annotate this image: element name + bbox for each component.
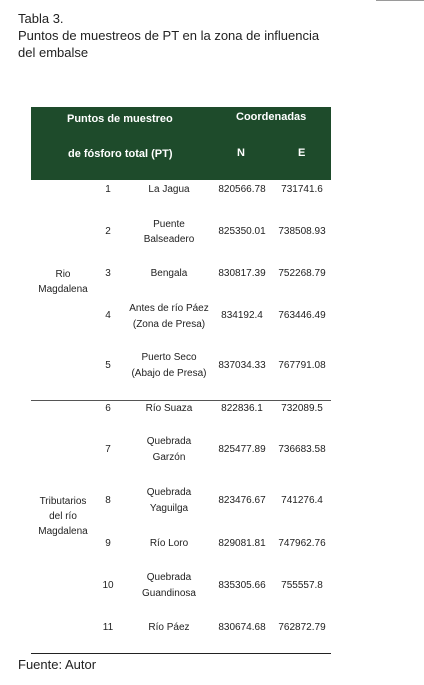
header-sample-points-line-1: Puntos de muestreo — [67, 113, 173, 125]
row-coord-n: 823476.67 — [218, 495, 266, 506]
row-coord-e: 752268.79 — [278, 268, 326, 279]
row-point-name: Río Loro — [149, 538, 189, 549]
row-number: 4 — [105, 310, 111, 321]
group-rio-magdalena — [31, 267, 95, 297]
caption-title-line-2: del embalse — [18, 45, 89, 60]
row-coord-n: 822836.1 — [221, 403, 263, 414]
row-coord-e: 741276.4 — [281, 495, 323, 506]
row-coord-e: 732089.5 — [281, 403, 323, 414]
row-point-name: Quebrada — [146, 487, 192, 498]
caption-label: Tabla 3. — [18, 11, 64, 26]
row-coord-n: 830817.39 — [218, 268, 266, 279]
row-coord-e: 736683.58 — [278, 444, 326, 455]
row-point-name-line-2: Yaguilga — [149, 503, 189, 514]
row-number: 11 — [102, 622, 114, 633]
row-number: 7 — [105, 444, 111, 455]
caption-title-line-1: Puntos de muestreos de PT en la zona de influencia — [18, 28, 320, 43]
table-caption — [18, 10, 319, 61]
row-number: 10 — [102, 580, 114, 591]
row-coord-e: 738508.93 — [278, 226, 326, 237]
row-number: 6 — [105, 403, 111, 414]
table-bottom-rule — [31, 653, 331, 654]
row-point-name: Puente — [153, 219, 185, 230]
group-label-line: Rio — [55, 269, 71, 280]
row-coord-e: 747962.76 — [278, 538, 326, 549]
row-point-name: Puerto Seco — [141, 352, 197, 363]
row-coord-n: 829081.81 — [218, 538, 266, 549]
row-number: 8 — [105, 495, 111, 506]
source-note: Fuente: Autor — [18, 657, 97, 672]
row-point-name: Antes de río Páez — [129, 303, 209, 314]
header-sample-points-line-2: de fósforo total (PT) — [68, 148, 173, 160]
row-point-name-line-2: (Zona de Presa) — [132, 319, 206, 330]
header-n: N — [237, 147, 245, 159]
row-number: 3 — [105, 268, 111, 279]
row-point-name: Bengala — [150, 268, 188, 279]
header-e: E — [298, 147, 306, 159]
row-coord-e: 755557.8 — [281, 580, 323, 591]
page-top-rule — [376, 0, 424, 1]
row-number: 2 — [105, 226, 111, 237]
row-coord-e: 731741.6 — [281, 184, 323, 195]
row-number: 9 — [105, 538, 111, 549]
group-tributarios — [31, 494, 95, 539]
table-header — [31, 107, 331, 180]
header-coordinates: Coordenadas — [236, 111, 307, 123]
row-point-name: Quebrada — [146, 436, 192, 447]
row-point-name-line-2: (Abajo de Presa) — [131, 368, 207, 379]
row-coord-n: 837034.33 — [218, 360, 266, 371]
row-coord-n: 825350.01 — [218, 226, 266, 237]
group-label-line: Magdalena — [38, 526, 88, 537]
row-coord-n: 830674.68 — [218, 622, 266, 633]
group-label-line: del río — [49, 511, 77, 522]
row-coord-n: 834192.4 — [221, 310, 263, 321]
row-point-name: La Jagua — [148, 184, 190, 195]
row-coord-n: 835305.66 — [218, 580, 266, 591]
row-number: 5 — [105, 360, 111, 371]
row-point-name-line-2: Guandinosa — [142, 588, 196, 599]
row-point-name: Río Suaza — [145, 403, 193, 414]
row-coord-n: 820566.78 — [218, 184, 266, 195]
group-label-line: Tributarios — [39, 496, 87, 507]
row-point-name-line-2: Garzón — [152, 452, 186, 463]
row-point-name: Río Páez — [148, 622, 190, 633]
row-point-name: Quebrada — [146, 572, 192, 583]
row-number: 1 — [105, 184, 111, 195]
row-coord-n: 825477.89 — [218, 444, 266, 455]
group-label-line: Magdalena — [38, 284, 88, 295]
row-coord-e: 763446.49 — [278, 310, 326, 321]
row-coord-e: 762872.79 — [278, 622, 326, 633]
row-point-name-line-2: Balseadero — [143, 234, 195, 245]
row-coord-e: 767791.08 — [278, 360, 326, 371]
